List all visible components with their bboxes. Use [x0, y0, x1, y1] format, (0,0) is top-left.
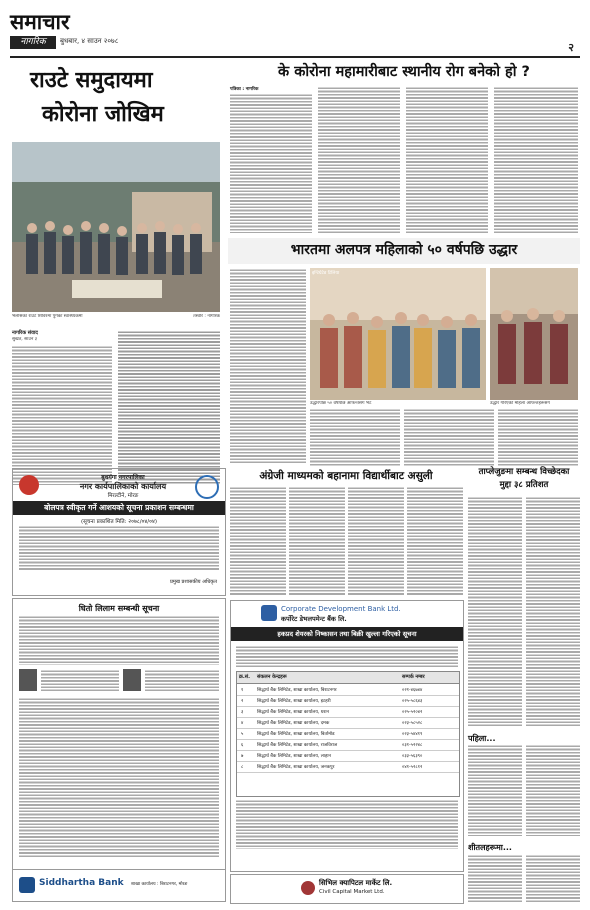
left-column-text — [118, 330, 220, 485]
side-note-2-title: शीतलहरूमा... — [468, 843, 512, 852]
raute-headline-line2: कोरोना जोखिम — [42, 102, 164, 127]
taplejung-column-2 — [526, 496, 580, 726]
india-photo — [310, 268, 486, 400]
masthead-section: नागरिक — [10, 36, 56, 49]
table-cell-branch: सिद्धार्थ बैंक लिमिटेड, शाखा कार्यालय, राजविराज — [257, 743, 338, 748]
corona-column-2 — [318, 86, 400, 234]
corporate-table — [236, 671, 460, 797]
table-cell-contact: ०२३-५८५२८ — [402, 721, 423, 726]
siddhartha-notice-body — [19, 615, 219, 665]
table-cell-branch: सिद्धार्थ बैंक लिमिटेड, शाखा कार्यालय, बिराटनगर — [257, 688, 337, 693]
taplejung-column-1 — [468, 496, 522, 726]
side-note-1-column-2 — [526, 744, 580, 836]
table-cell-branch: सिद्धार्थ बैंक लिमिटेड, शाखा कार्यालय, लाहान — [257, 754, 332, 759]
table-cell-contact: ०२५-५२०४२ — [402, 710, 423, 715]
side-note-1-title: पहिला... — [468, 734, 496, 743]
raute-column-1 — [12, 345, 112, 485]
corporate-name-ne: कर्पोरेट डेभलपमेन्ट बैंक लि. — [281, 615, 347, 623]
siddhartha-owner-text-2 — [145, 669, 219, 691]
raute-photo — [12, 142, 220, 312]
siddhartha-bank-name: Siddhartha Bank — [39, 878, 124, 888]
raute-dateline: सुर्खेत, साउन ३ — [12, 337, 38, 342]
corporate-table-header-branch: संकलन केन्द्रहरू — [257, 674, 287, 680]
municipal-notice-date: (सूचना प्रकाशित मिति: २०७८/०४/०४) — [80, 519, 157, 525]
siddhartha-owner-photo-2 — [123, 669, 141, 691]
raute-story — [12, 62, 220, 324]
raute-headline-line1: राउटे समुदायमा — [30, 68, 153, 93]
corporate-name-en: Corporate Development Bank Ltd. — [281, 605, 401, 613]
table-row — [237, 761, 459, 773]
corporate-notice — [230, 600, 464, 872]
table-cell-sn: ५ — [241, 732, 244, 737]
table-cell-sn: ८ — [241, 765, 244, 770]
india-caption: उद्धारपछि ५० वर्षपछि आफन्तसँग भेट — [310, 401, 372, 406]
taplejung-headline: ताप्लेजुङमा सम्बन्ध विच्छेदका — [478, 467, 570, 477]
india-side-caption: उद्धार गरिएकी महिला आफन्तहरूसँग — [490, 401, 550, 406]
india-column-2 — [310, 408, 400, 466]
table-cell-contact: ०२३-५४४१९ — [402, 732, 423, 737]
table-cell-sn: १ — [241, 688, 244, 693]
india-side-photo-image — [490, 268, 578, 400]
corporate-table-header-contact: सम्पर्क नम्बर — [402, 674, 425, 680]
english-school-column-1 — [230, 486, 286, 596]
corona-byline: पत्रिका : नागरिक — [230, 87, 259, 92]
raute-photo-caption: भेलीसका राउटे शिविरमा पुगेका स्वास्थ्यकर्मी — [12, 314, 83, 319]
raute-photo-image — [12, 142, 220, 312]
corporate-logo-icon — [261, 605, 277, 621]
siddhartha-notice — [12, 598, 226, 902]
municipal-org-top: बुधगंगा नगरपालिका — [101, 474, 145, 481]
english-school-column-2 — [289, 486, 345, 596]
table-cell-contact: ०३१-५२२४८ — [402, 743, 423, 748]
nepal-emblem-icon — [19, 475, 39, 495]
india-column-1 — [230, 268, 306, 463]
corona-column-4 — [494, 86, 578, 234]
india-headline: भारतमा अलपत्र महिलाको ५० वर्षपछि उद्धार — [228, 238, 580, 264]
siddhartha-contact: शाखा कार्यालय : बिराटनगर, मोरङ — [131, 882, 188, 887]
corporate-table-header-sn: क्र.सं. — [239, 674, 251, 680]
table-cell-branch: सिद्धार्थ बैंक लिमिटेड, शाखा कार्यालय, धरान — [257, 710, 330, 715]
siddhartha-footer — [13, 869, 225, 902]
main-headline: के कोरोना महामारीबाट स्थानीय रोग बनेको हो ? — [278, 64, 530, 80]
table-cell-contact: ०२५-५८६४३ — [402, 699, 423, 704]
siddhartha-logo-icon — [19, 877, 35, 893]
municipal-notice — [12, 468, 226, 596]
masthead-title: समाचार — [10, 10, 70, 34]
raute-byline: नागरिक संवाद — [12, 330, 38, 336]
table-cell-contact: ०४१-५२८१२ — [402, 765, 423, 770]
india-photo-label: इन्टिग्रेटेड टिलिया — [312, 271, 340, 276]
table-cell-branch: सिद्धार्थ बैंक लिमिटेड, शाखा कार्यालय, बिर्तामोड — [257, 732, 335, 737]
municipal-notice-body — [19, 525, 219, 571]
table-cell-sn: ३ — [241, 710, 244, 715]
civil-capital-ad — [230, 874, 464, 904]
corona-column-3 — [406, 86, 488, 234]
table-cell-sn: ७ — [241, 754, 244, 759]
side-note-1-column-1 — [468, 744, 522, 836]
raute-photo-credit: तस्वीर : नागरिक — [193, 314, 220, 319]
corporate-table-header — [237, 672, 459, 684]
india-side-photo — [490, 268, 578, 400]
india-column-4 — [498, 408, 578, 466]
municipal-signature: प्रमुख प्रशासकीय अधिकृत — [170, 579, 217, 585]
corporate-notice-footer-text — [236, 799, 458, 849]
table-cell-branch: सिद्धार्थ बैंक लिमिटेड, शाखा कार्यालय, दमक — [257, 721, 330, 726]
municipal-org-name: नगर कार्यपालिकाको कार्यालय — [79, 482, 167, 491]
page-number: २ — [568, 41, 574, 54]
civil-capital-name-en: Civil Capital Market Ltd. — [319, 889, 385, 895]
table-cell-branch: सिद्धार्थ बैंक लिमिटेड, शाखा कार्यालय, इटहरी — [257, 699, 331, 704]
civil-capital-name: सिभिल क्यापिटल मार्केट लि. — [319, 879, 393, 887]
siddhartha-property-table — [19, 697, 219, 857]
corporate-notice-intro — [236, 645, 458, 667]
taplejung-headline-line2: मुद्दा ३८ प्रतिशत — [499, 480, 549, 490]
india-column-3 — [404, 408, 494, 466]
siddhartha-owner-photo-1 — [19, 669, 37, 691]
india-photo-image — [310, 268, 486, 400]
english-school-column-4 — [407, 486, 463, 596]
corporate-notice-title: हकप्रद शेयरको निष्कासन तथा बिक्री खुल्ला गरिएको सूचना — [231, 627, 463, 641]
municipal-notice-title: बोलपत्र स्वीकृत गर्ने आशयको सूचना प्रकाशन सम्बन्धमा — [13, 501, 225, 515]
siddhartha-notice-title: धितो लिलाम सम्बन्धी सूचना — [78, 604, 160, 613]
table-cell-sn: ६ — [241, 743, 244, 748]
corona-column-1 — [230, 93, 312, 233]
table-cell-contact: ०३३-५६३९० — [402, 754, 423, 759]
table-cell-branch: सिद्धार्थ बैंक लिमिटेड, शाखा कार्यालय, जनकपुर — [257, 765, 335, 770]
english-school-headline: अंग्रेजी माध्यमको बहानामा विद्यार्थीबाट असुली — [259, 470, 433, 482]
masthead — [10, 10, 580, 58]
municipal-org-address: मिरल्टीने, मोरङ — [107, 493, 139, 499]
table-cell-sn: ४ — [241, 721, 244, 726]
table-cell-sn: २ — [241, 699, 244, 704]
civil-capital-logo-icon — [301, 881, 315, 895]
side-note-2-column-2 — [526, 854, 580, 902]
side-note-2-column-1 — [468, 854, 522, 902]
municipal-logo-icon — [195, 475, 219, 499]
english-school-column-3 — [348, 486, 404, 596]
raute-headline — [12, 62, 220, 140]
masthead-date: बुधबार, ४ साउन २०७८ — [60, 37, 119, 45]
table-cell-contact: ०२१-४६७४४ — [402, 688, 423, 693]
siddhartha-owner-text-1 — [41, 669, 119, 691]
